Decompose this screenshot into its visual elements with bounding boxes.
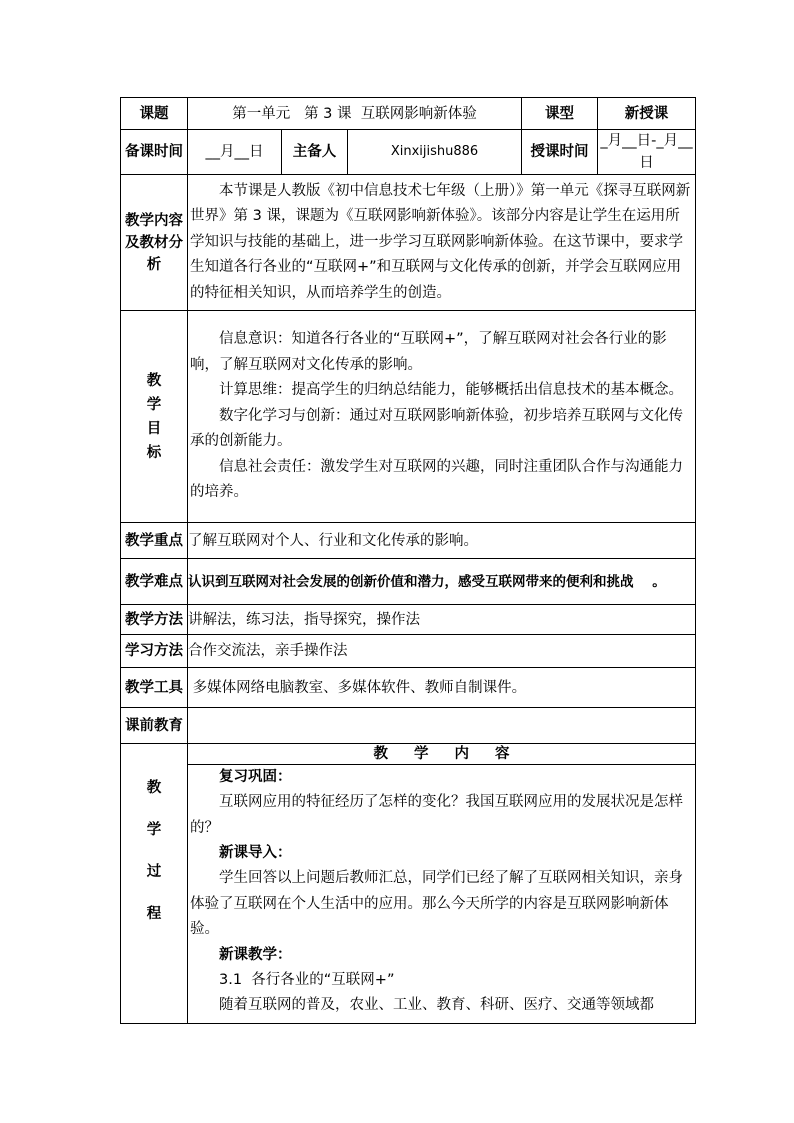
learning-methods-text: 合作交流法，亲手操作法 <box>188 635 696 668</box>
analysis-row <box>121 175 696 311</box>
objectives-label-char: 标 <box>146 444 162 461</box>
process-cell <box>188 744 696 1024</box>
objective-item: 信息意识：知道各行各业的“互联网+”，了解互联网对社会各行业的影响，了解互联网对文化传承的影响。 <box>190 331 667 373</box>
intro-title: 新课导入： <box>219 845 292 861</box>
objectives-label-char: 学 <box>146 396 162 413</box>
tools-text: 多媒体网络电脑教室、多媒体软件、教师自制课件。 <box>188 668 696 708</box>
objectives-label <box>121 311 188 523</box>
prep-row <box>121 130 696 175</box>
process-row <box>121 744 696 1024</box>
process-label-char: 教 <box>146 780 162 796</box>
type-value: 新授课 <box>598 98 696 130</box>
difficulties-row <box>121 559 696 605</box>
objectives-row <box>121 311 696 523</box>
content-heading: 教学内容 <box>188 744 695 765</box>
lesson-title: 第一单元 第 3 课 互联网影响新体验 <box>188 98 522 130</box>
key-points-text: 了解互联网对个人、行业和文化传承的影响。 <box>188 523 696 559</box>
pre-class-label: 课前教育 <box>121 708 188 744</box>
learning-methods-row <box>121 635 696 668</box>
analysis-label-text: 教学内容及教材分析 <box>125 212 183 273</box>
lesson-label: 课题 <box>121 98 188 130</box>
objective-item: 信息社会责任：激发学生对互联网的兴趣，同时注重团队合作与沟通能力的培养。 <box>190 458 683 501</box>
section-title: 3.1 各行各业的“互联网+” <box>219 971 395 988</box>
teach-time-value: _月__日-_月__日 <box>598 130 696 175</box>
objectives-label-char: 目 <box>146 420 162 437</box>
prep-time-label: 备课时间 <box>121 130 188 175</box>
teach-time-label: 授课时间 <box>522 130 598 175</box>
prep-time-value: __月__日 <box>188 130 282 175</box>
key-points-label: 教学重点 <box>121 523 188 559</box>
lesson-plan-table <box>120 97 696 1024</box>
process-label-char: 程 <box>146 906 162 922</box>
learning-methods-label: 学习方法 <box>121 635 188 668</box>
review-text: 互联网应用的特征经历了怎样的变化？我国互联网应用的发展状况是怎样的？ <box>190 794 683 836</box>
difficulties-label: 教学难点 <box>121 559 188 605</box>
methods-text: 讲解法，练习法，指导探究，操作法 <box>188 605 696 635</box>
analysis-text: 本节课是人教版《初中信息技术七年级（上册）》第一单元《探寻互联网新世界》第 3 课，课题为《互联网影响新体验》。该部分内容是让学生在运用所学知识与技能的基础上，进一步学习互联网影响新体验。在这节课中，要求学生知道各行各业的“互联网+”和互联网与文化传承的创新，并学会互联网应用的特征相关知识，从而培养学生的创造。 <box>190 182 691 301</box>
intro-text: 学生回答以上问题后教师汇总，同学们已经了解了互联网相关知识，亲身体验了互联网在个人生活中的应用。那么今天所学的内容是互联网影响新体验。 <box>190 870 683 937</box>
difficulties-text: 认识到互联网对社会发展的创新价值和潜力，感受互联网带来的便利和挑战 。 <box>188 559 696 605</box>
key-points-row <box>121 523 696 559</box>
review-title: 复习巩固： <box>219 769 292 785</box>
pre-class-row <box>121 708 696 744</box>
objective-item: 计算思维：提高学生的归纳总结能力，能够概括出信息技术的基本概念。 <box>219 382 683 399</box>
new-lesson-title: 新课教学： <box>219 946 292 963</box>
objectives-cell <box>188 311 696 523</box>
process-label <box>121 744 188 1024</box>
tools-row <box>121 668 696 708</box>
pre-class-text <box>188 708 696 744</box>
analysis-cell <box>188 175 696 311</box>
section-text: 随着互联网的普及，农业、工业、教育、科研、医疗、交通等领域都 <box>219 997 654 1013</box>
process-label-char: 学 <box>146 822 162 838</box>
objective-item: 数字化学习与创新：通过对互联网影响新体验，初步培养互联网与文化传承的创新能力。 <box>190 407 683 450</box>
tools-label: 教学工具 <box>121 668 188 708</box>
preparer-value: Xinxijishu886 <box>348 130 522 175</box>
methods-row <box>121 605 696 635</box>
analysis-label <box>121 175 188 311</box>
preparer-label: 主备人 <box>282 130 348 175</box>
objectives-label-char: 教 <box>146 372 162 389</box>
methods-label: 教学方法 <box>121 605 188 635</box>
header-row <box>121 98 696 130</box>
type-label: 课型 <box>522 98 598 130</box>
process-label-char: 过 <box>146 864 162 880</box>
